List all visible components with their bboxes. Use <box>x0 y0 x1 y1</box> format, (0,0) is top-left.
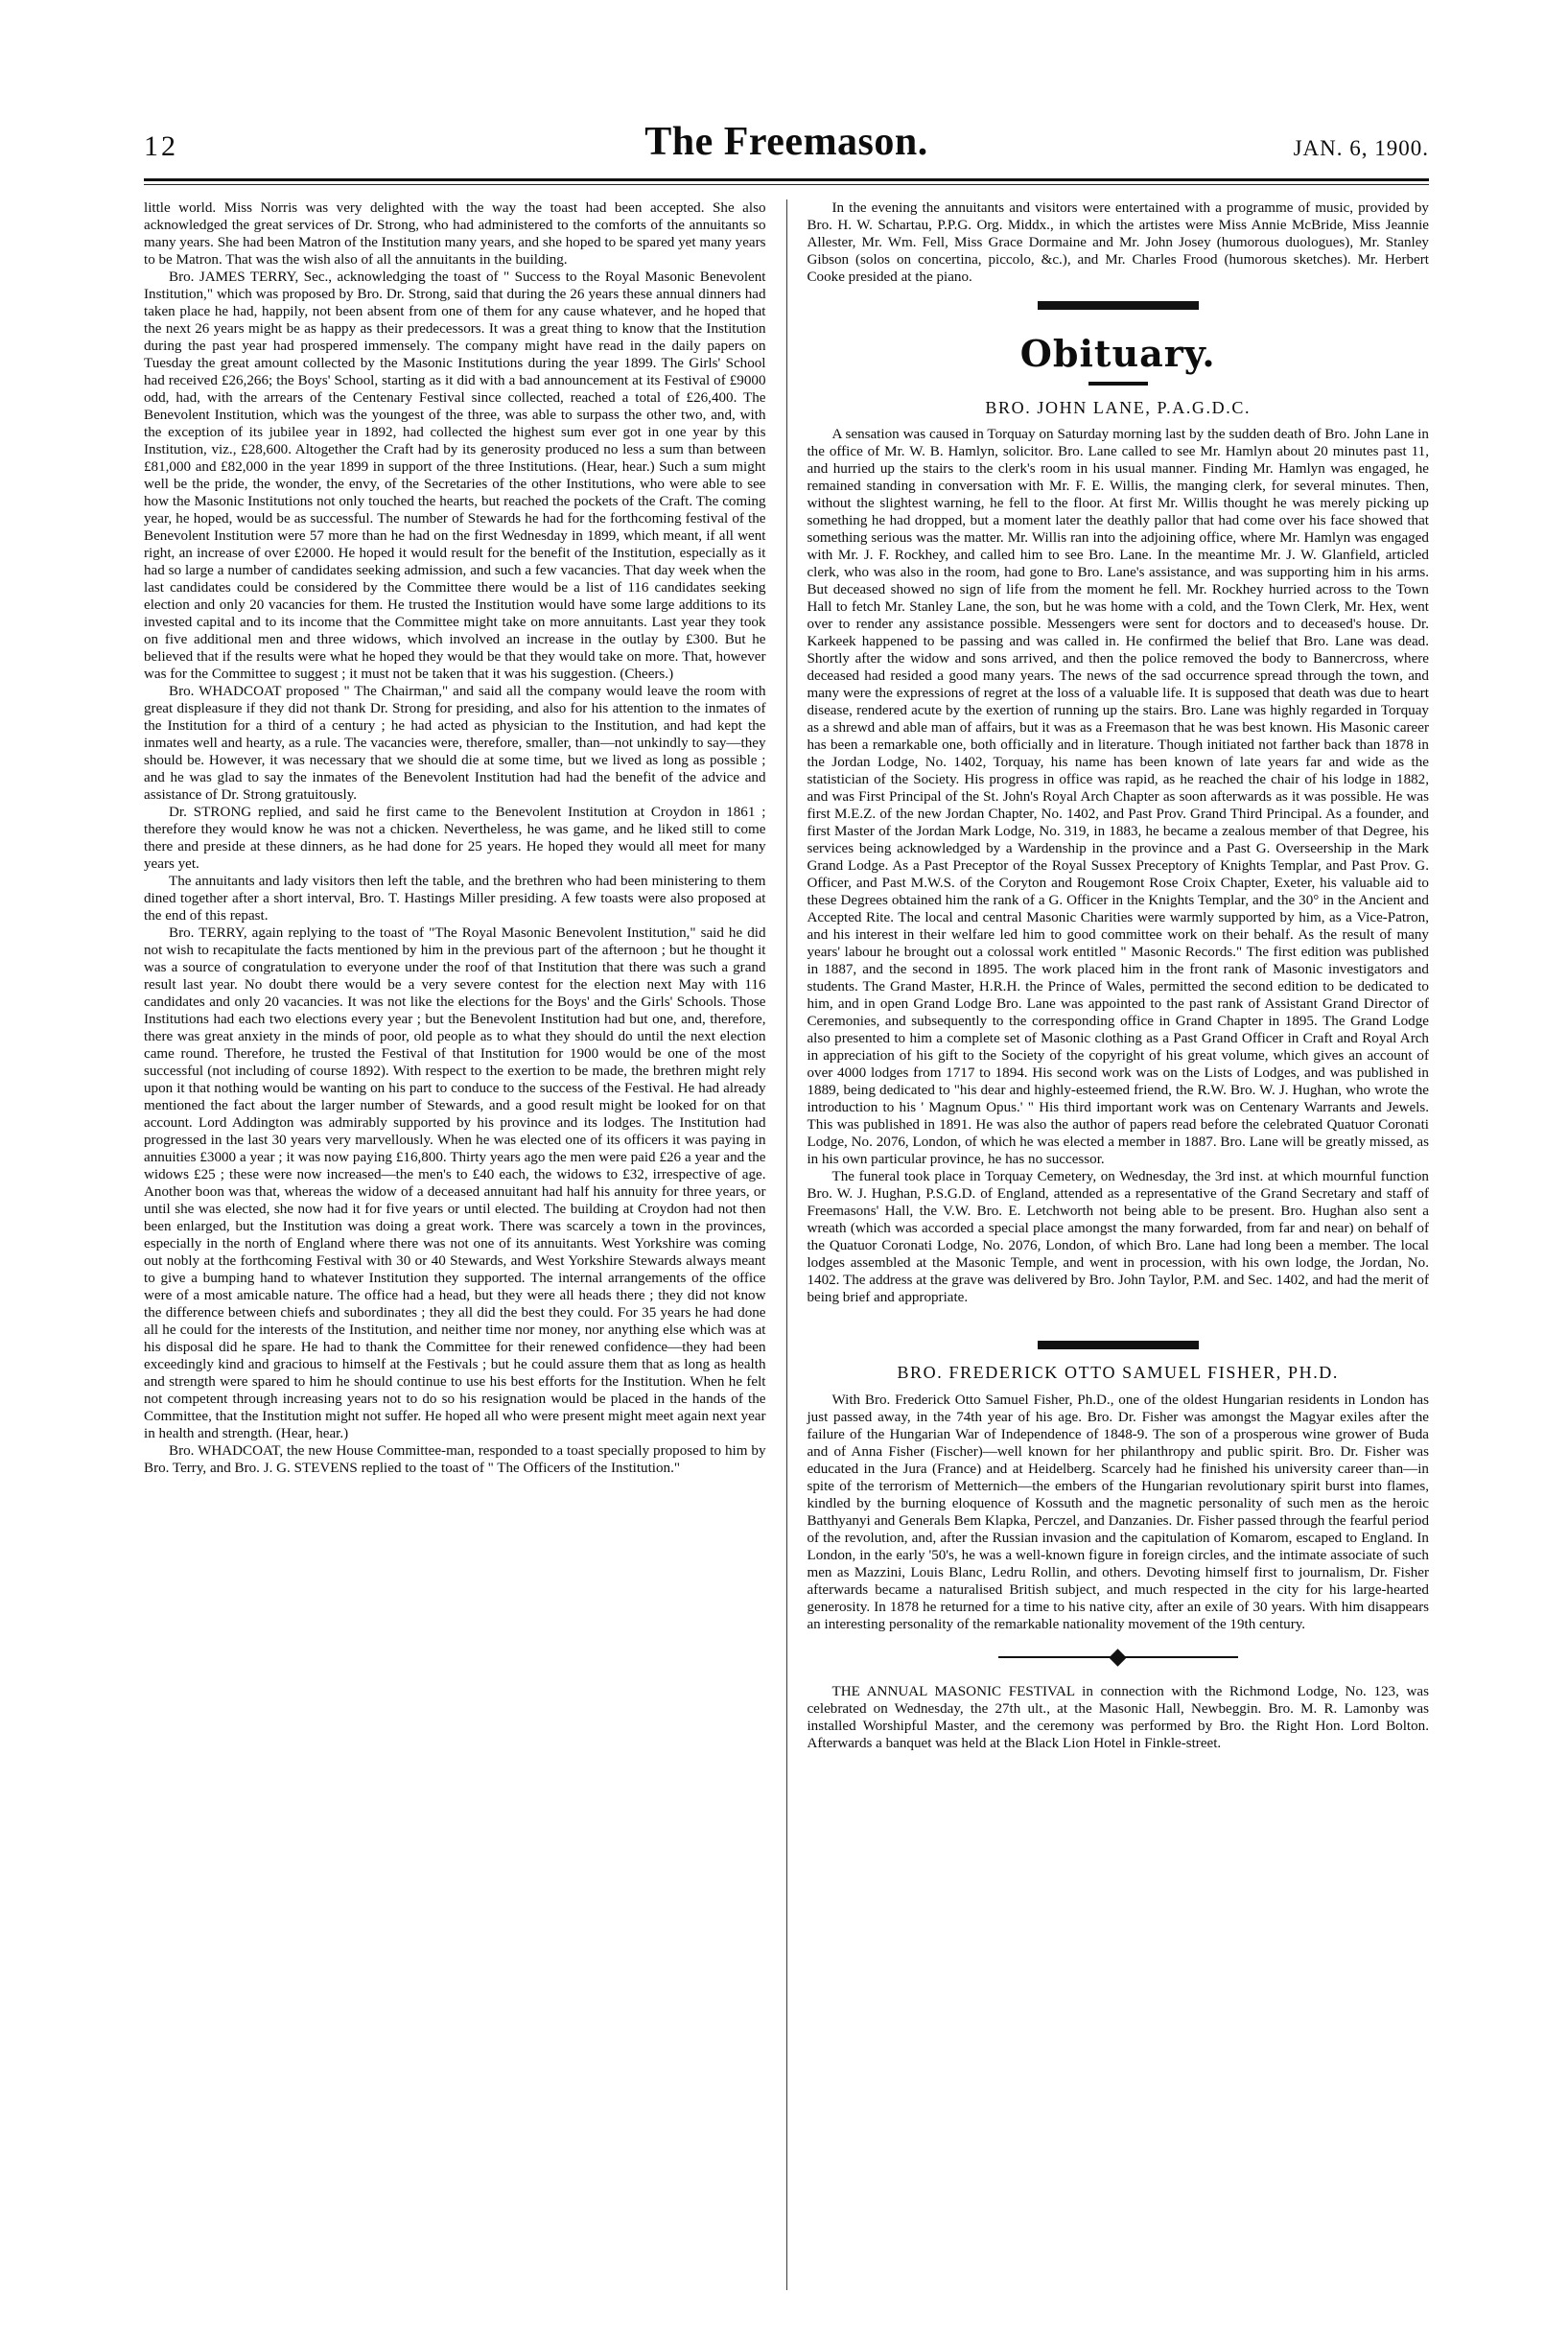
paragraph: Dr. STRONG replied, and said he first came to the Benevolent Institution at Croydon in 1861 ; therefore they would know he was not a chicken. Nevertheless, he was game, and he liked still to come there and preside at these dinners, as he had done for 25 years. He hoped they would all meet for many years yet. <box>144 805 766 872</box>
issue-date: JAN. 6, 1900. <box>1293 136 1429 160</box>
obituary-heading-fisher: BRO. FREDERICK OTTO SAMUEL FISHER, PH.D. <box>897 1363 1339 1383</box>
right-column <box>793 199 1429 2290</box>
obituary-section-header <box>807 332 1429 386</box>
newspaper-title: The Freemason. <box>644 120 928 164</box>
page-number: 12 <box>144 130 178 162</box>
column-divider-rule <box>786 199 787 2290</box>
article-columns <box>144 199 1429 2290</box>
left-column <box>144 199 780 2290</box>
paragraph: Bro. WHADCOAT proposed " The Chairman," and said all the company would leave the room with great displeasure if they did not thank Dr. Strong for presiding, and also for his attention to the inmates of the Institution for a third of a century ; he had acted as physician to the Institution, and had kept the inmates well and hearty, as a rule. The vacancies were, therefore, smaller, than—not unkindly to say—they should be. However, it was necessary that we should die at some time, but we lived as long as possible ; and he was glad to say the inmates of the Benevolent Institution had had the benefit of the advice and assistance of Dr. Strong gratuitously. <box>144 684 766 803</box>
section-break-rule <box>1038 1341 1199 1349</box>
obituary-title: Obituary. <box>1019 332 1216 375</box>
obituary-heading-lane: BRO. JOHN LANE, P.A.G.D.C. <box>985 397 1252 417</box>
paragraph: In the evening the annuitants and visitors were entertained with a programme of music, provided by Bro. H. W. Schartau, P.P.G. Org. Middx., in which the artistes were Miss Annie McBride, Miss Jeannie Allester, Mr. Wm. Fell, Miss Grace Dormaine and Mr. John Josey (humorous duologues), Mr. Stanley Gibson (solos on concertina, piccolo, &c.), and Mr. Charles Frood (humorous sketches). Mr. Herbert Cooke presided at the piano. <box>807 200 1429 285</box>
paragraph: little world. Miss Norris was very delighted with the way the toast had been accepted. She also acknowledged the great services of Dr. Strong, who had administered to the comforts of the annuitants so many years. She had been Matron of the Institution many years, and she hoped to be spared yet many years to be Matron. That was the wish also of all the annuitants in the building. <box>144 200 766 268</box>
spacer <box>807 1306 1429 1325</box>
section-break-rule <box>1038 301 1199 310</box>
paragraph: A sensation was caused in Torquay on Saturday morning last by the sudden death of Bro. John Lane in the office of Mr. W. B. Hamlyn, solicitor. Bro. Lane called to see Mr. Hamlyn about 20 minutes past 11, and hurried up the stairs to the clerk's room in his usual manner. Finding Mr. Hamlyn was engaged, he remained standing in conversation with Mr. F. E. Willis, the manging clerk, for several minutes. Then, without the slightest warning, he fell to the floor. At first Mr. Willis thought he was merely picking up something he had dropped, but a moment later the deathly pallor that had come over his face showed that something serious was the matter. Mr. Willis ran into the adjoining office, where Mr. Hamlyn was engaged with Mr. J. F. Rockhey, and called him to see Bro. Lane. In the meantime Mr. J. W. Glanfield, articled clerk, who was also in the room, had gone to Bro. Lane's assistance, and was supporting him in his arms. But deceased showed no sign of life from the moment he fell. Mr. Rockhey hurried across to the Town Hall to fetch Mr. Stanley Lane, the son, but he was home with a cold, and the Town Clerk, Mr. Hex, went over to render any assistance possible. Messengers were sent for doctors and to deceased's house. Dr. Karkeek happened to be passing and was called in. He confirmed the belief that Bro. Lane was dead. Shortly after the widow and sons arrived, and then the police removed the body to Bannercross, where deceased had resided a good many years. The news of the sad occurrence spread through the town, and many were the expressions of regret at the loss of a valuable life. It is supposed that death was due to heart disease, rendered acute by the exertion of running up the stairs. Bro. Lane was highly regarded in Torquay as a shrewd and able man of affairs, but it was as a Freemason that he was best known. His Masonic career has been a remarkable one, both officially and in literature. Though initiated not farther back than 1878 in the Jordan Lodge, No. 1402, Torquay, his name has been known of late years far and wide as the statistician of the Society. His progress in office was rapid, as he reached the chair of his lodge in 1882, and was First Principal of the St. John's Royal Arch Chapter as soon afterwards as it was possible. He was first M.E.Z. of the new Jordan Chapter, No. 1402, and Past Prov. Grand Third Principal. As a founder, and first Master of the Jordan Mark Lodge, No. 319, in 1883, he became a zealous member of that Degree, his services being acknowledged by a Wardenship in the province and a Past G. Overseership in the Mark Grand Lodge. As a Past Preceptor of the Royal Sussex Preceptory of Knights Templar, and Past Prov. G. Officer, and Past M.W.S. of the Coryton and Rougemont Rose Croix Chapter, Exeter, his valuable aid to these Degrees obtained him the rank of a G. Officer in the Knights Templar, and the 30° in the Ancient and Accepted Rite. The local and central Masonic Charities were warmly supported by him, as a Vice-Patron, and his interest in their welfare led him to good committee work on their behalf. As the result of many years' labour he brought out a colossal work entitled " Masonic Records." The first edition was published in 1887, and the second in 1895. The work placed him in the front rank of Masonic investigators and students. The Grand Master, H.R.H. the Prince of Wales, permitted the second edition to be dedicated to him, and in open Grand Lodge Bro. Lane was appointed to the past rank of Assistant Grand Director of Ceremonies, and subsequently to the corresponding office in Grand Chapter in 1895. The Grand Lodge also presented to him a complete set of Masonic clothing as a Past Grand Officer in Craft and Royal Arch in appreciation of his gift to the Society of the copyright of his great volume, which gives an account of over 4000 lodges from 1717 to 1894. His second work was on the Lists of Lodges, and was published in 1889, being dedicated to "his dear and highly-esteemed friend, the R.W. Bro. W. J. Hughan, who wrote the introduction to his ' Magnum Opus.' " His third important work was on Centenary Warrants and Jewels. This was published in 1891. He was also the author of papers read before the celebrated Quatuor Coronati Lodge, No. 2076, London, of which he was elected a member in 1887. Bro. Lane will be greatly missed, as in his own particular province, he has no successor. <box>807 427 1429 1168</box>
paragraph: The funeral took place in Torquay Cemetery, on Wednesday, the 3rd inst. at which mournful function Bro. W. J. Hughan, P.S.G.D. of England, attended as a representative of the Grand Secretary and staff of Freemasons' Hall, the V.W. Bro. E. Letchworth not being able to be present. Bro. Hughan also sent a wreath (which was accorded a special place amongst the many forwarded, from far and near) on behalf of the Quatuor Coronati Lodge, No. 2076, London, of which Bro. Lane had long been a member. The local lodges assembled at the Masonic Temple, and went in procession, with his own lodge, the Jordan, No. 1402. The address at the grave was delivered by Bro. John Taylor, P.M. and Sec. 1402, and had the merit of being brief and appropriate. <box>807 1169 1429 1306</box>
paragraph: With Bro. Frederick Otto Samuel Fisher, Ph.D., one of the oldest Hungarian residents in London has just passed away, in the 74th year of his age. Bro. Dr. Fisher was amongst the Magyar exiles after the failure of the Hungarian War of Independence of 1848-9. The son of a prosperous wine grower of Buda and of Anna Fisher (Fischer)—well known for her philanthropy and public spirit. Bro. Dr. Fisher was educated in the Jura (France) and at Heidelberg. Scarcely had he finished his university career than—in spite of the terrorism of Metternich—the embers of the Hungarian revolutionary spirit burst into flames, kindled by the burning eloquence of Kossuth and the magnetic personality of such men as the heroic Batthyanyi and Generals Bem Klapka, Perczel, and Danzanies. Dr. Fisher passed through the fearful period of the revolution, and, after the Russian invasion and the capitulation of Komarom, escaped to England. In London, in the early '50's, he was a well-known figure in foreign circles, and the intimate associate of such men as Mazzini, Louis Blanc, Ledru Rollin, and others. Devoting himself first to journalism, Dr. Fisher afterwards became a naturalised British subject, and much respected in the city for his large-hearted generosity. In 1878 he returned for a time to his native city, after an exile of 30 years. With him disappears an interesting personality of the remarkable nationality movement of the 19th century. <box>807 1392 1429 1633</box>
paragraph: Bro. JAMES TERRY, Sec., acknowledging the toast of " Success to the Royal Masonic Benevolent Institution," which was proposed by Bro. Dr. Strong, said that during the 26 years these annual dinners had taken place he had, happily, not been absent from one of them for any cause whatever, and he hoped that the next 26 years might be as happy as their predecessors. It was a great thing to know that the Institution during the past year had prospered immensely. The company might have read in the daily papers on Tuesday the great amount collected by the Masonic Institutions during the year 1899. The Girls' School had received £26,266; the Boys' School, starting as it did with a bad announcement at its Festival of £9000 odd, had, with the arrears of the Centenary Festival since collected, reached a total of £26,400. The Benevolent Institution, which was the youngest of the three, was able to surpass the other two, and, with the exception of its jubilee year in 1892, had collected the highest sum ever got in one year by this Institution, viz., £28,600. Altogether the Craft had by its generosity produced no less a sum than between £81,000 and £82,000 in the year 1899 in support of the three Institutions. (Hear, hear.) Such a sum might well be the pride, the wonder, the envy, of the Secretaries of the other Institutions, who were able to see how the Masonic Institutions not only touched the hearts, but reached the pockets of the Craft. The coming year, he hoped, would be as successful. The number of Stewards he had for the forthcoming festival of the Benevolent Institution were 57 more than he had on the first Wednesday in 1899, which meant, if all went right, an increase of over £2000. He hoped it would result for the benefit of the Institution, especially as it had so large a number of candidates seeking admission, and such a few vacancies. That day week when the last candidates could be considered by the Committee there would be a list of 116 candidates seeking election and only 20 vacancies for them. He trusted the Institution would have some large additions to its invested capital and to its income that the Committee might take on more annuitants. Last year they took on five additional men and three widows, which involved an increase in the outlay by £300. But he believed that if the results were what he hoped they would be that they would take on more. That, however was for the Committee to suggest ; it must not be taken that it was his suggestion. (Cheers.) <box>144 269 766 682</box>
diamond-ornament-divider <box>998 1649 1238 1666</box>
masthead <box>144 120 1429 173</box>
masthead-divider-rule <box>144 178 1429 185</box>
obituary-underline-rule <box>1088 382 1148 386</box>
paragraph: Bro. TERRY, again replying to the toast of "The Royal Masonic Benevolent Institution," said he did not wish to recapitulate the facts mentioned by him in the previous part of the afternoon ; but he thought it was a source of congratulation to everyone under the roof of that Institution that there was such a grand result last year. No doubt there would be a very severe contest for the election next May with 116 candidates and only 20 vacancies. It was not like the elections for the Boys' and the Girls' Schools. Those Institutions had each two elections every year ; but the Benevolent Institution had but one, and, therefore, there was great anxiety in the minds of poor, old people as to what they should do until the next election came round. Therefore, he trusted the Festival of that Institution for 1900 would be one of the most successful (not including of course 1892). With respect to the exertion to be made, the brethren might rely upon it that nothing would be wanting on his part to conduce to the success of the Festival. He had already mentioned the fact about the larger number of Stewards, and a good result might be looked for on that account. Lord Addington was admirably supported by his province and its lodges. The Institution had progressed in the last 30 years very marvellously. When he was elected one of its officers it was paying in annuities £3000 a year ; it was now paying £16,800. Thirty years ago the men were paid £26 a year and the widows £25 ; these were now increased—the men's to £40 each, the widows to £32, irrespective of age. Another boon was that, whereas the widow of a deceased annuitant had half his annuity for three years, or until she was elected, she now had it for five years or until elected. The building at Croydon had not then been enlarged, but the Institution was doing a great work. There was scarcely a town in the provinces, especially in the north of England where there was not one of its annuitants. West Yorkshire was coming out nobly at the forthcoming Festival with 30 or 40 Stewards, and West Yorkshire Stewards always meant to give a bumping hand to whatever Institution they supported. The internal arrangements of the office were of a most amicable nature. The office had a head, but they were all heads there ; they did not know the difference between chiefs and subordinates ; they all did the best they could. For 35 years he had done all he could for the interests of the Institution, and neither time nor money, nor anything else which was at his disposal did he spare. He had to thank the Committee for their renewed confidence—they had been exceedingly kind and gracious to himself at the Festivals ; but he could assure them that as long as health and strength were spared to him he should continue to use his best efforts for the Institution. When he felt not competent through increasing years not to do so his resignation would be placed in the hands of the Committee, that the Institution might not suffer. He hoped all who were present might meet again next year in health and strength. (Hear, hear.) <box>144 925 766 1441</box>
ornament-diamond-icon <box>1109 1649 1126 1666</box>
paragraph: Bro. WHADCOAT, the new House Committee-man, responded to a toast specially proposed to him by Bro. Terry, and Bro. J. G. STEVENS replied to the toast of " The Officers of the Institution." <box>144 1443 766 1476</box>
paragraph: THE ANNUAL MASONIC FESTIVAL in connection with the Richmond Lodge, No. 123, was celebrated on Wednesday, the 27th ult., at the Masonic Hall, Newbeggin. Bro. M. R. Lamonby was installed Worshipful Master, and the ceremony was performed by Bro. the Right Hon. Lord Bolton. Afterwards a banquet was held at the Black Lion Hotel in Finkle-street. <box>807 1684 1429 1752</box>
paragraph: The annuitants and lady visitors then left the table, and the brethren who had been ministering to them dined together after a short interval, Bro. T. Hastings Miller presiding. A few toasts were also proposed at the end of this repast. <box>144 874 766 924</box>
